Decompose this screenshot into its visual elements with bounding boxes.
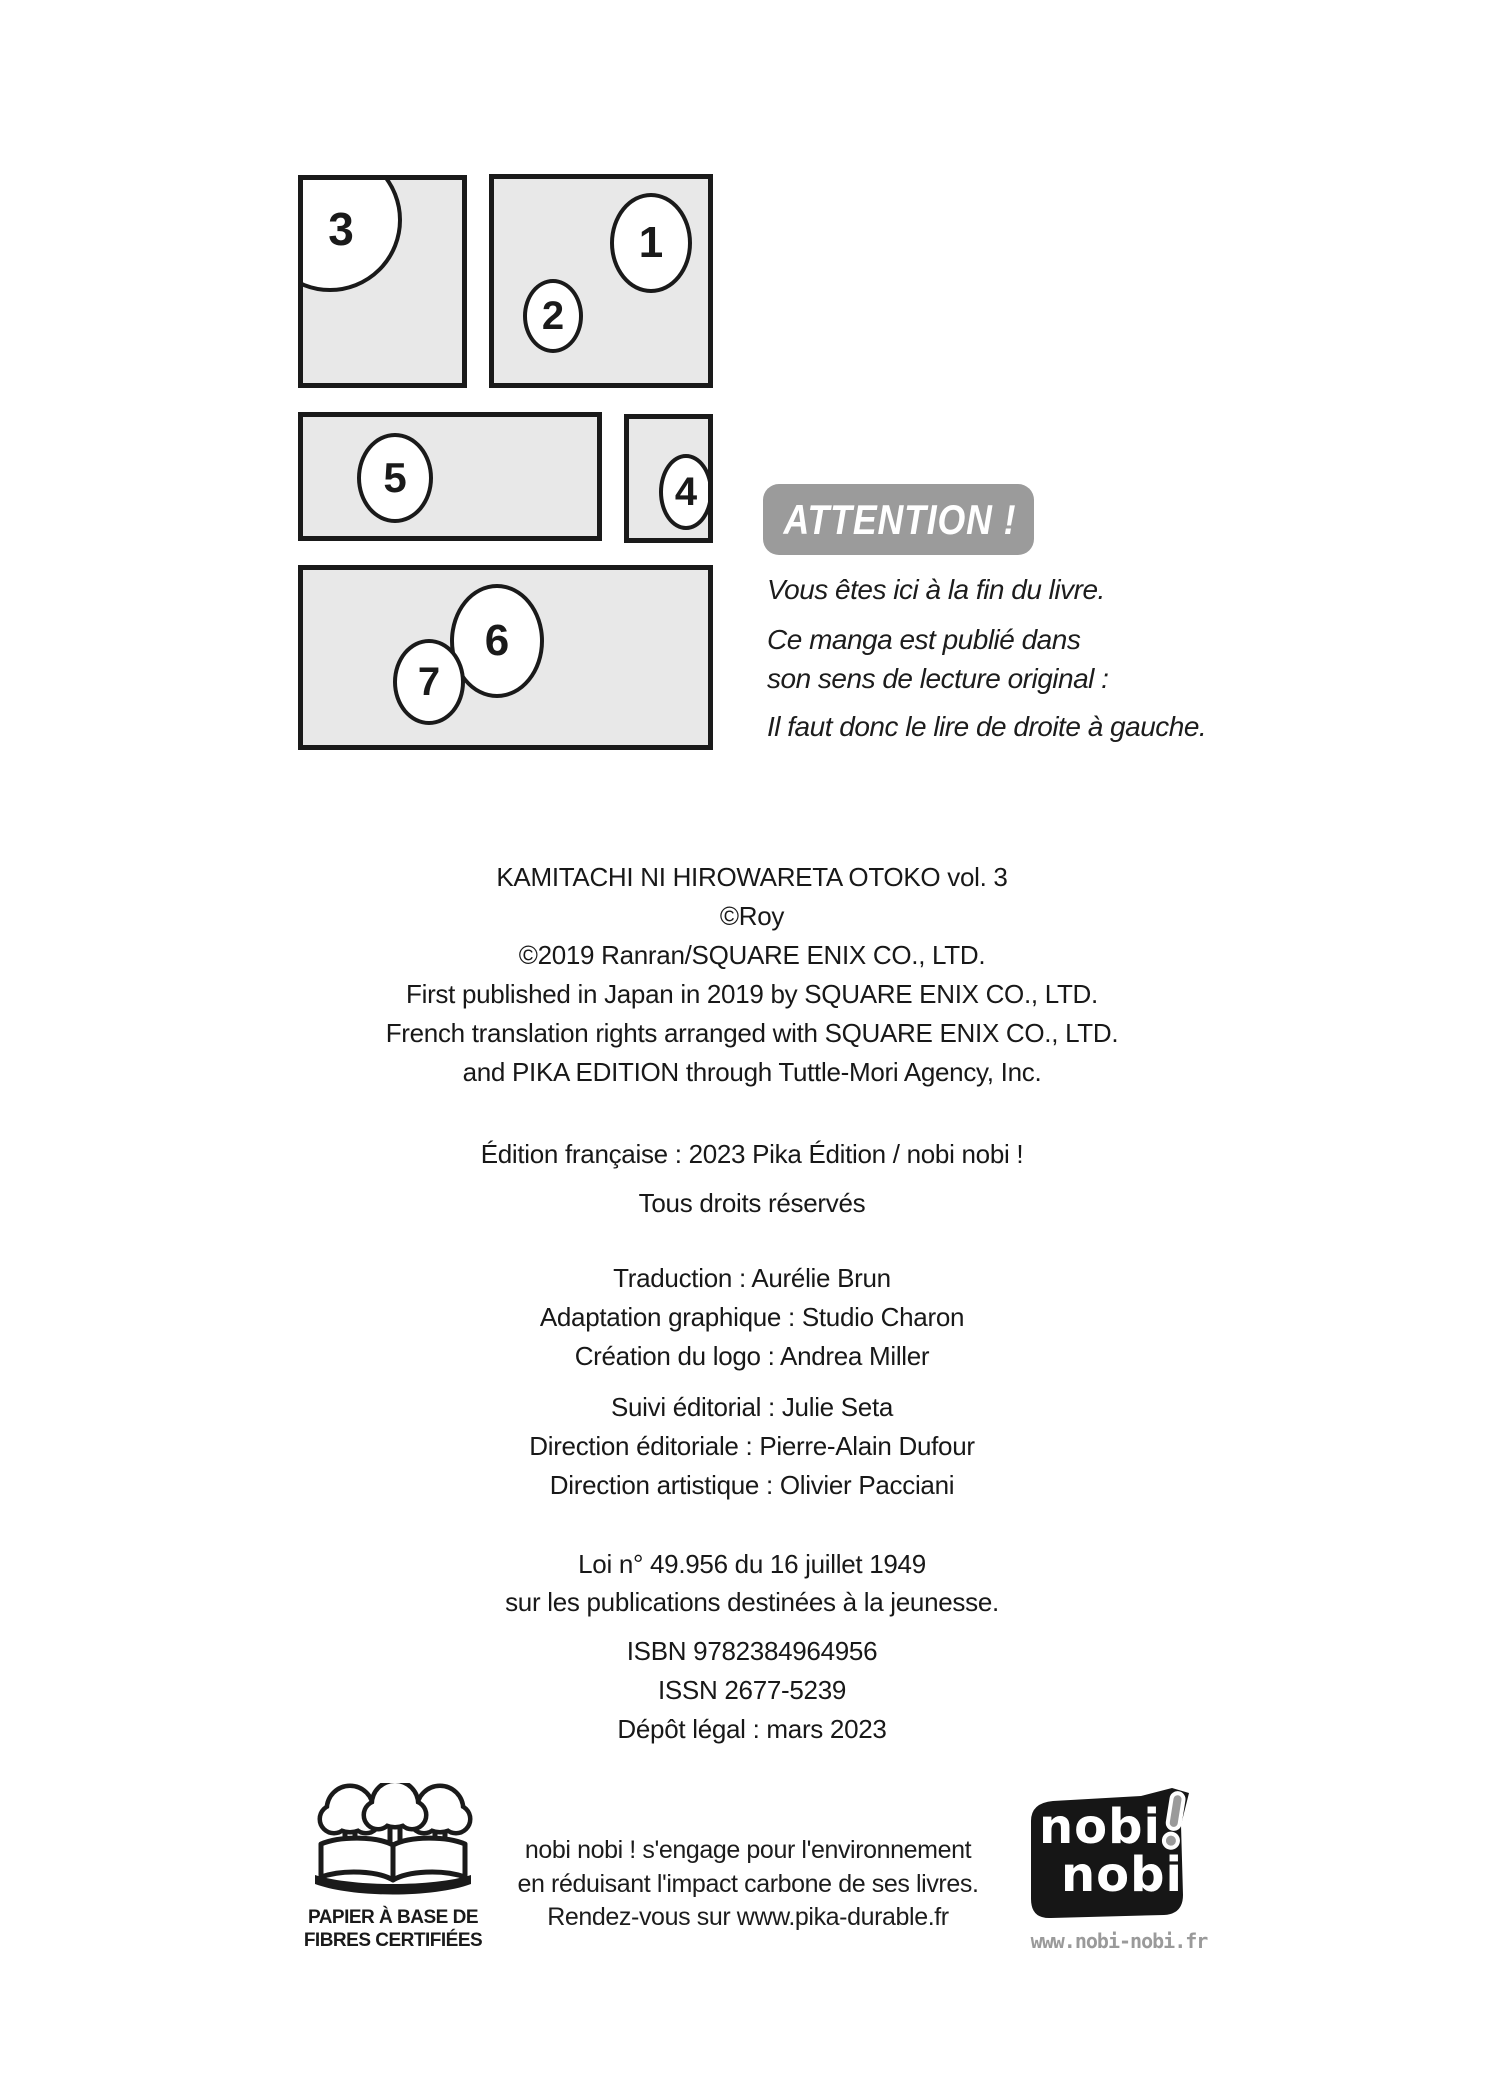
- paper-caption-line-1: PAPIER À BASE DE: [307, 1907, 479, 1928]
- manga-panel-5: [298, 412, 602, 541]
- legal-deposit-line: Dépôt légal : mars 2023: [617, 1714, 887, 1744]
- eco-statement: [398, 1834, 1098, 1935]
- editorial-direction-line: Direction éditoriale : Pierre-Alain Dufour: [529, 1431, 975, 1461]
- translation-rights-line: French translation rights arranged with SQUARE ENIX CO., LTD.: [385, 1018, 1119, 1048]
- speech-bubble-1: 1: [610, 193, 692, 293]
- editorial-follow-up-line: Suivi éditorial : Julie Seta: [610, 1392, 894, 1422]
- book-title: KAMITACHI NI HIROWARETA OTOKO vol. 3: [496, 862, 1008, 892]
- issn-line: ISSN 2677-5239: [657, 1675, 847, 1705]
- manga-panel-1-2: [489, 174, 713, 388]
- speech-bubble-6: 6: [450, 584, 544, 698]
- paper-caption-line-2: FIBRES CERTIFIÉES: [303, 1930, 483, 1951]
- agency-line: and PIKA EDITION through Tuttle-Mori Agency, Inc.: [462, 1057, 1042, 1087]
- artistic-direction-line: Direction artistique : Olivier Pacciani: [549, 1470, 955, 1500]
- speech-bubble-3: 3: [298, 175, 402, 292]
- reading-notice-line: Vous êtes ici à la fin du livre.: [767, 574, 1105, 605]
- reading-notice-line: son sens de lecture original :: [767, 663, 1109, 694]
- speech-bubble-2: 2: [523, 279, 583, 353]
- author-copyright: ©Roy: [719, 901, 785, 931]
- eco-line-3: Rendez-vous sur www.pika-durable.fr: [547, 1903, 949, 1931]
- law-line: Loi n° 49.956 du 16 juillet 1949: [578, 1549, 926, 1579]
- manga-panel-3: [298, 175, 467, 388]
- speech-bubble-5: 5: [357, 433, 433, 523]
- graphic-adaptation-line: Adaptation graphique : Studio Charon: [539, 1302, 965, 1332]
- staff-block-translation: [2, 1259, 1500, 1376]
- nobi-website-url: www.nobi-nobi.fr: [1030, 1929, 1208, 1953]
- translator-line: Traduction : Aurélie Brun: [613, 1263, 891, 1293]
- staff-block-editorial: [2, 1388, 1500, 1505]
- eco-line-2: en réduisant l'impact carbone de ses livres.: [517, 1869, 979, 1898]
- nobi-logo-word-1: nobi: [1039, 1799, 1161, 1855]
- publisher-copyright: ©2019 Ranran/SQUARE ENIX CO., LTD.: [518, 940, 986, 970]
- first-published-line: First published in Japan in 2019 by SQUARE ENIX CO., LTD.: [406, 979, 1098, 1009]
- rights-reserved-line: Tous droits réservés: [638, 1188, 866, 1218]
- manga-panel-4: [624, 414, 713, 543]
- reading-notice-line: Il faut donc le lire de droite à gauche.: [767, 711, 1207, 742]
- legal-block: [2, 1632, 1500, 1749]
- law-line-2: sur les publications destinées à la jeunesse.: [505, 1587, 999, 1617]
- nobi-nobi-logo: [1023, 1785, 1215, 1930]
- law-block: [2, 1545, 1500, 1621]
- attention-badge-label: ATTENTION !: [783, 496, 1017, 543]
- manga-panel-6-7: [298, 565, 713, 750]
- edition-block: [2, 1130, 1500, 1228]
- speech-bubble-7: 7: [393, 639, 465, 725]
- eco-line-1: nobi nobi ! s'engage pour l'environnement: [524, 1836, 972, 1864]
- logo-creation-line: Création du logo : Andrea Miller: [574, 1341, 930, 1371]
- reading-notice-line: Ce manga est publié dans: [767, 624, 1081, 655]
- isbn-line: ISBN 9782384964956: [626, 1636, 878, 1666]
- speech-bubble-4: 4: [659, 454, 713, 530]
- french-edition-line: Édition française : 2023 Pika Édition / nobi nobi !: [480, 1139, 1024, 1169]
- copyright-block: [2, 858, 1500, 1092]
- nobi-logo-word-2: nobi: [1061, 1847, 1183, 1903]
- attention-badge: [763, 484, 1034, 555]
